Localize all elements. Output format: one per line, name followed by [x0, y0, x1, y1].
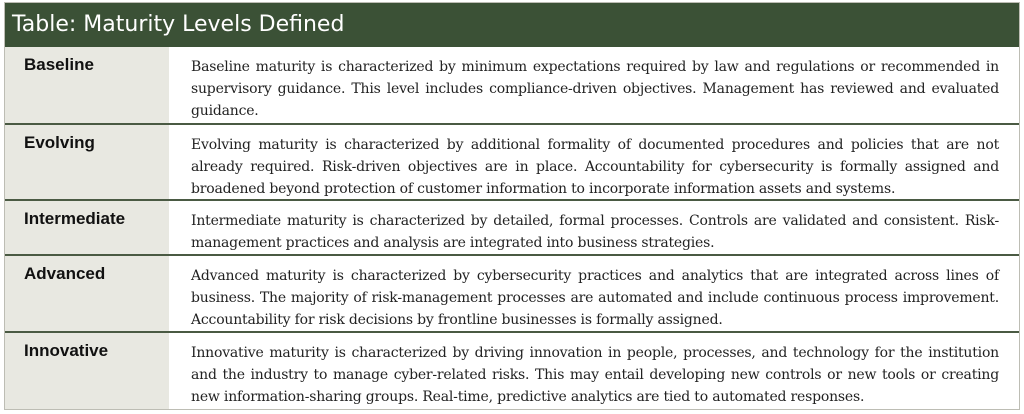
row-description: Evolving maturity is characterized by additional formality of documented procedures and policies that are not already required. Risk-driven objectives are in place. Accountability for cybersecurity is formally assigned and broadened beyond protection of customer information to incorporate information assets and systems. [191, 137, 999, 197]
row-label: Baseline [5, 47, 169, 123]
row-description: Advanced maturity is characterized by cybersecurity practices and analytics that are integrated across lines of business. The majority of risk-management processes are automated and include continuous process improvement. Accountability for risk decisions by frontline businesses is formally assigned. [191, 268, 999, 328]
table-row-baseline [5, 47, 1019, 125]
row-description: Innovative maturity is characterized by driving innovation in people, processes, and technology for the institution and the industry to manage cyber-related risks. This may entail developing new controls or new tools or creating new information-sharing groups. Real-time, predictive analytics are tied to automated responses. [191, 345, 999, 405]
table-row-innovative [5, 333, 1019, 409]
row-description: Intermediate maturity is characterized by detailed, formal processes. Controls are validated and consistent. Risk-management practices and analysis are integrated into business strategies. [191, 213, 999, 251]
table-title: Table: Maturity Levels Defined [5, 3, 1019, 47]
table-row-intermediate [5, 201, 1019, 256]
row-description: Baseline maturity is characterized by minimum expectations required by law and regulations or recommended in supervisory guidance. This level includes compliance-driven objectives. Management has reviewed and evaluated guidance. [191, 59, 999, 119]
maturity-levels-table [4, 2, 1020, 410]
row-label: Innovative [5, 333, 169, 409]
row-label: Advanced [5, 256, 169, 331]
row-label: Intermediate [5, 201, 169, 254]
row-label: Evolving [5, 125, 169, 199]
table-row-evolving [5, 125, 1019, 201]
table-row-advanced [5, 256, 1019, 333]
